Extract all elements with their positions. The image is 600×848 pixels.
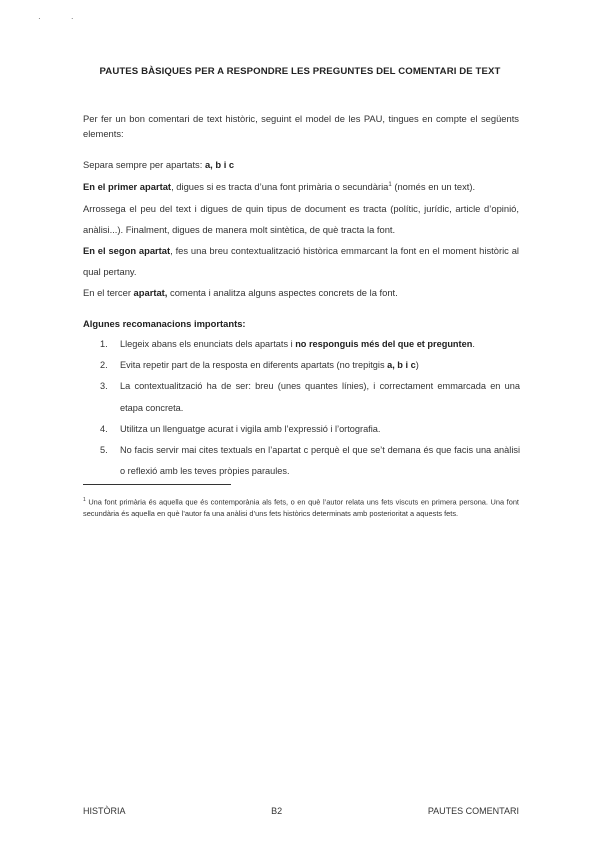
third-section-label: apartat, [133, 287, 168, 299]
footer-level: B2 [271, 806, 283, 816]
list-item [100, 355, 520, 376]
third-section-tail: comenta i analitza alguns aspectes concrets de la font. [167, 287, 398, 299]
list-item [100, 334, 520, 355]
list-text-part: Evita repetir part de la resposta en diferents apartats (no trepitgis [120, 360, 388, 371]
paragraph-second-section [83, 240, 519, 282]
list-item [100, 419, 520, 440]
footnote-text: Una font primària és aquella que és contemporània als fets, o en què l’autor relata uns fets viscuts en primera persona. Una font secundària és aquella en què l’autor fa una anàlisi d’uns fets històrics determinats amb posterioritat a aquests fets. [83, 497, 519, 519]
scan-marks: · · [38, 14, 88, 23]
paragraph-third-section [83, 282, 519, 303]
page-footer [83, 806, 519, 816]
list-item [100, 440, 520, 482]
second-section-text: , fes una breu contextualització històrica emmarcant la font en el moment històric al qual pertany. [83, 244, 519, 278]
list-text-part: Utilitza un llenguatge acurat i vigila amb l’expressió i l’ortografia. [120, 423, 381, 434]
first-section-text: , digues si es tracta d’una font primària o secundària [171, 181, 389, 193]
list-text-part: No facis servir mai cites textuals en l’apartat c perquè el que se’t demana és que facis una anàlisi o reflexió amb les teves pròpies paraules. [120, 445, 520, 477]
list-text [120, 355, 520, 376]
list-text-tail: . [472, 339, 475, 349]
list-text-bold: no responguis més del que et pregunten [295, 339, 473, 349]
footer-topic: PAUTES COMENTARI [427, 806, 519, 816]
footnote-ref: 1 [388, 182, 392, 189]
sections-bold: a, b i c [204, 159, 235, 170]
list-text-tail: ) [415, 360, 419, 371]
second-section-label: En el segon apartat [83, 244, 171, 256]
list-text [120, 440, 520, 482]
third-section-text: En el tercer [83, 287, 134, 299]
paragraph-sections [83, 154, 519, 175]
first-section-tail: (només en un text). [391, 181, 476, 193]
list-number: 2. [100, 360, 108, 371]
list-text [120, 334, 520, 355]
list-number: 5. [100, 445, 108, 456]
footnote [83, 494, 519, 520]
first-section-label: En el primer apartat [83, 181, 172, 193]
recommendations-list [100, 334, 520, 482]
list-number: 3. [100, 381, 108, 392]
recommendations-title: Algunes recomanacions importants: [83, 318, 246, 329]
list-text [120, 419, 520, 440]
instructions-block [83, 154, 519, 304]
list-item [100, 376, 520, 418]
list-number: 1. [100, 339, 108, 349]
page-title: PAUTES BÀSIQUES PER A RESPONDRE LES PREGUNTES DEL COMENTARI DE TEXT [99, 66, 501, 77]
footer-subject: HISTÒRIA [83, 806, 126, 816]
footnote-mark: 1 [83, 497, 86, 503]
list-text-part: La contextualització ha de ser: breu (unes quantes línies), i correctament emmarcada en una etapa concreta. [120, 381, 520, 413]
intro-paragraph: Per fer un bon comentari de text històric, seguint el model de les PAU, tingues en compte el següents elements: [83, 113, 519, 139]
list-text [120, 376, 520, 418]
list-text-bold: a, b i c [387, 360, 416, 371]
footnote-divider [83, 484, 231, 485]
paragraph-first-section [83, 175, 519, 197]
paragraph-document-type: Arrossega el peu del text i digues de quin tipus de document es tracta (polític, jurídic, article d’opinió, anàlisi...). Finalment, digues de manera molt sintètica, de què tracta la font. [83, 202, 519, 235]
list-text-part: Llegeix abans els enunciats dels apartats i [120, 339, 296, 349]
sections-text: Separa sempre per apartats: [83, 159, 205, 170]
list-number: 4. [100, 423, 108, 434]
